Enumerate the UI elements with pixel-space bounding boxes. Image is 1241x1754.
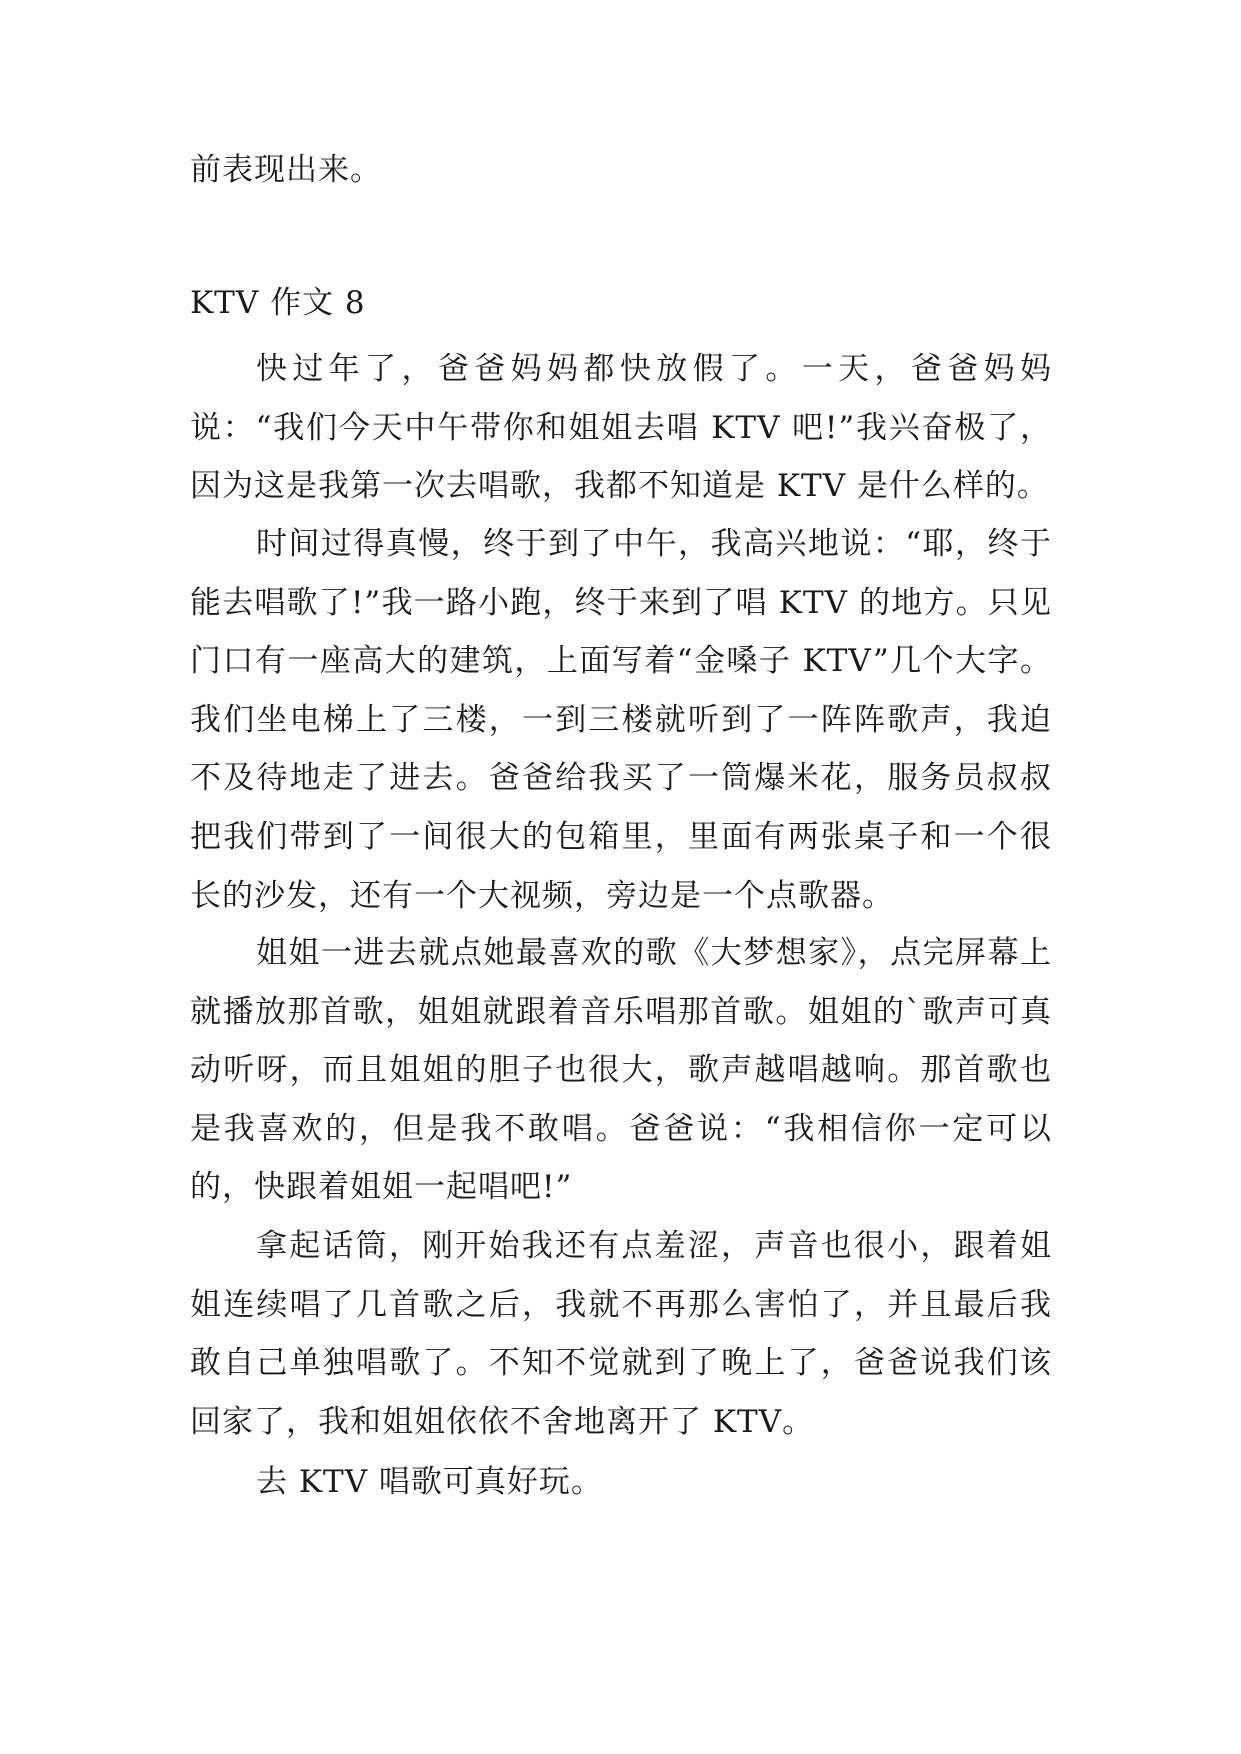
paragraph-sister-singing: 姐姐一进去就点她最喜欢的歌《大梦想家》，点完屏幕上就播放那首歌，姐姐就跟着音乐唱那首歌。姐姐的`歌声可真动听呀，而且姐姐的胆子也很大，歌声越唱越响。那首歌也是我喜欢的，但是我不敢唱。爸爸说：“我相信你一定可以的，快跟着姐姐一起唱吧!” bbox=[190, 935, 1052, 1206]
paragraph-conclusion: 去 KTV 唱歌可真好玩。 bbox=[256, 1464, 603, 1500]
carryover-line: 前表现出来。 bbox=[190, 152, 382, 188]
paragraph-arrival: 时间过得真慢，终于到了中午，我高兴地说：“耶，终于能去唱歌了!”我一路小跑，终于来到了唱 KTV 的地方。只见门口有一座高大的建筑，上面写着“金嗓子 KTV”几个大字。我们坐电梯上了三楼，一到三楼就听到了一阵阵歌声，我迫不及待地走了进去。爸爸给我买了一筒爆米花，服务员叔叔把我们带到了一间很大的包箱里，里面有两张桌子和一个很长的沙发，还有一个大视频，旁边是一个点歌器。 bbox=[190, 526, 1052, 914]
essay-title: KTV 作文 8 bbox=[190, 285, 366, 321]
paragraph-intro: 快过年了，爸爸妈妈都快放假了。一天，爸爸妈妈说：“我们今天中午带你和姐姐去唱 KTV 吧!”我兴奋极了，因为这是我第一次去唱歌，我都不知道是 KTV 是什么样的。 bbox=[190, 351, 1052, 505]
paragraph-microphone: 拿起话筒，刚开始我还有点羞涩，声音也很小，跟着姐姐连续唱了几首歌之后，我就不再那么害怕了，并且最后我敢自己单独唱歌了。不知不觉就到了晚上了，爸爸说我们该回家了，我和姐姐依依不舍地离开了 KTV。 bbox=[190, 1228, 1052, 1440]
